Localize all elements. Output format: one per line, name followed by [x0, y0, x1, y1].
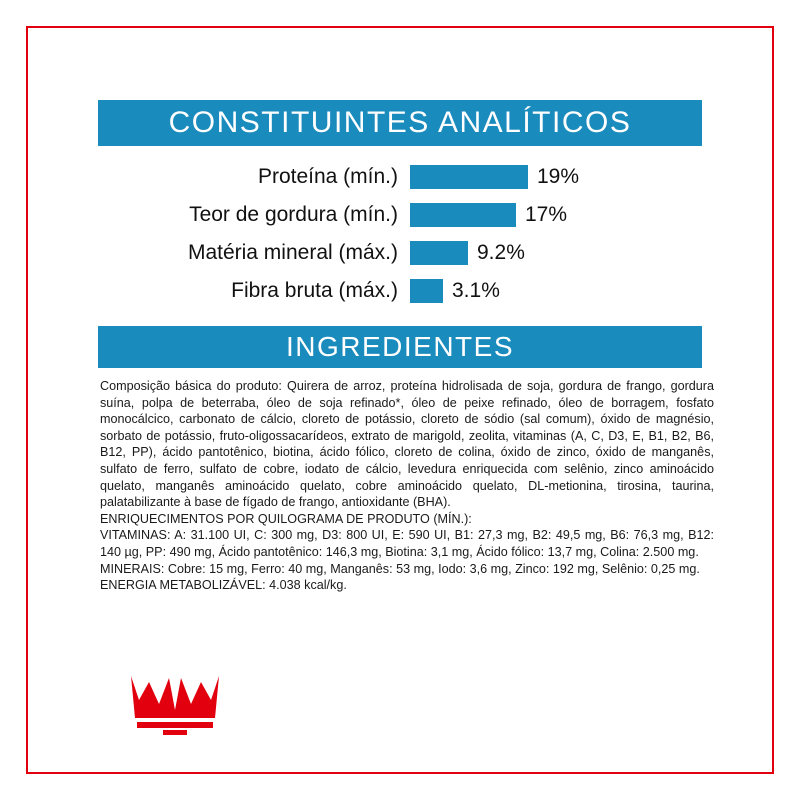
constituent-bar-track	[410, 279, 500, 303]
constituent-value: 19%	[537, 165, 580, 188]
constituent-value: 17%	[525, 203, 568, 226]
ingredients-minerals: MINERAIS: Cobre: 15 mg, Ferro: 40 mg, Manganês: 53 mg, Iodo: 3,6 mg, Zinco: 192 mg, Selênio: 0,25 mg.	[100, 561, 700, 576]
analytical-constituents-chart	[98, 158, 702, 310]
royal-canin-crown-logo	[125, 670, 225, 740]
ingredients-vitamins: VITAMINAS: A: 31.100 UI, C: 300 mg, D3: 800 UI, E: 590 UI, B1: 27,3 mg, B2: 49,5 mg, B6: 76,3 mg, B12: 140 µg, PP: 490 mg, Ácido pantotênico: 146,3 mg, Biotina: 3,1 mg, Ácido fólico: 13,7 mg, Colina: 2.500 mg.	[100, 528, 714, 560]
constituent-bar-track	[410, 203, 567, 227]
constituent-value: 9.2%	[477, 241, 525, 264]
constituent-row	[98, 158, 702, 196]
constituent-label: Proteína (mín.)	[257, 165, 398, 188]
constituent-bar-fill	[410, 165, 528, 189]
constituent-bar-fill	[410, 241, 468, 265]
constituent-row	[98, 234, 702, 272]
ingredients-composition: Composição básica do produto: Quirera de arroz, proteína hidrolisada de soja, gordura de frango, gordura suína, polpa de beterraba, óleo de soja refinado*, óleo de peixe refinado, óleo de borragem, fosfato monocálcico, carbonato de cálcio, cloreto de potássio, cloreto de sódio (sal comum), óxido de magnésio, sorbato de potássio, fruto-oligossacarídeos, extrato de marigold, zeolita, vitaminas (A, C, D3, E, B1, B2, B6, B12, PP), ácido pantotênico, biotina, ácido fólico, cloreto de colina, óxido de zinco, óxido de manganês, sulfato de ferro, sulfato de cobre, iodato de cálcio, levedura enriquecida com selênio, zinco aminoácido quelato, manganês aminoácido quelato, cobre aminoácido quelato, DL-metionina, tirosina, taurina, palatabilizante à base de fígado de frango, antioxidante (BHA).	[100, 379, 714, 510]
ingredients-text-block	[100, 378, 714, 594]
constituent-row	[98, 196, 702, 234]
constituent-label: Teor de gordura (mín.)	[189, 203, 398, 226]
constituent-bar-track	[410, 241, 525, 265]
constituent-bar-track	[410, 165, 579, 189]
constituent-value: 3.1%	[452, 279, 500, 302]
ingredients-header: INGREDIENTES	[98, 326, 702, 368]
ingredients-enrichments-title: ENRIQUECIMENTOS POR QUILOGRAMA DE PRODUTO (MÍN.):	[100, 511, 472, 526]
constituent-bar-fill	[410, 279, 443, 303]
constituent-bar-fill	[410, 203, 516, 227]
constituent-row	[98, 272, 702, 310]
constituent-label: Fibra bruta (máx.)	[231, 279, 398, 302]
ingredients-energy: ENERGIA METABOLIZÁVEL: 4.038 kcal/kg.	[100, 578, 347, 593]
analytical-constituents-header: CONSTITUINTES ANALÍTICOS	[98, 100, 702, 146]
constituent-label: Matéria mineral (máx.)	[187, 241, 398, 264]
